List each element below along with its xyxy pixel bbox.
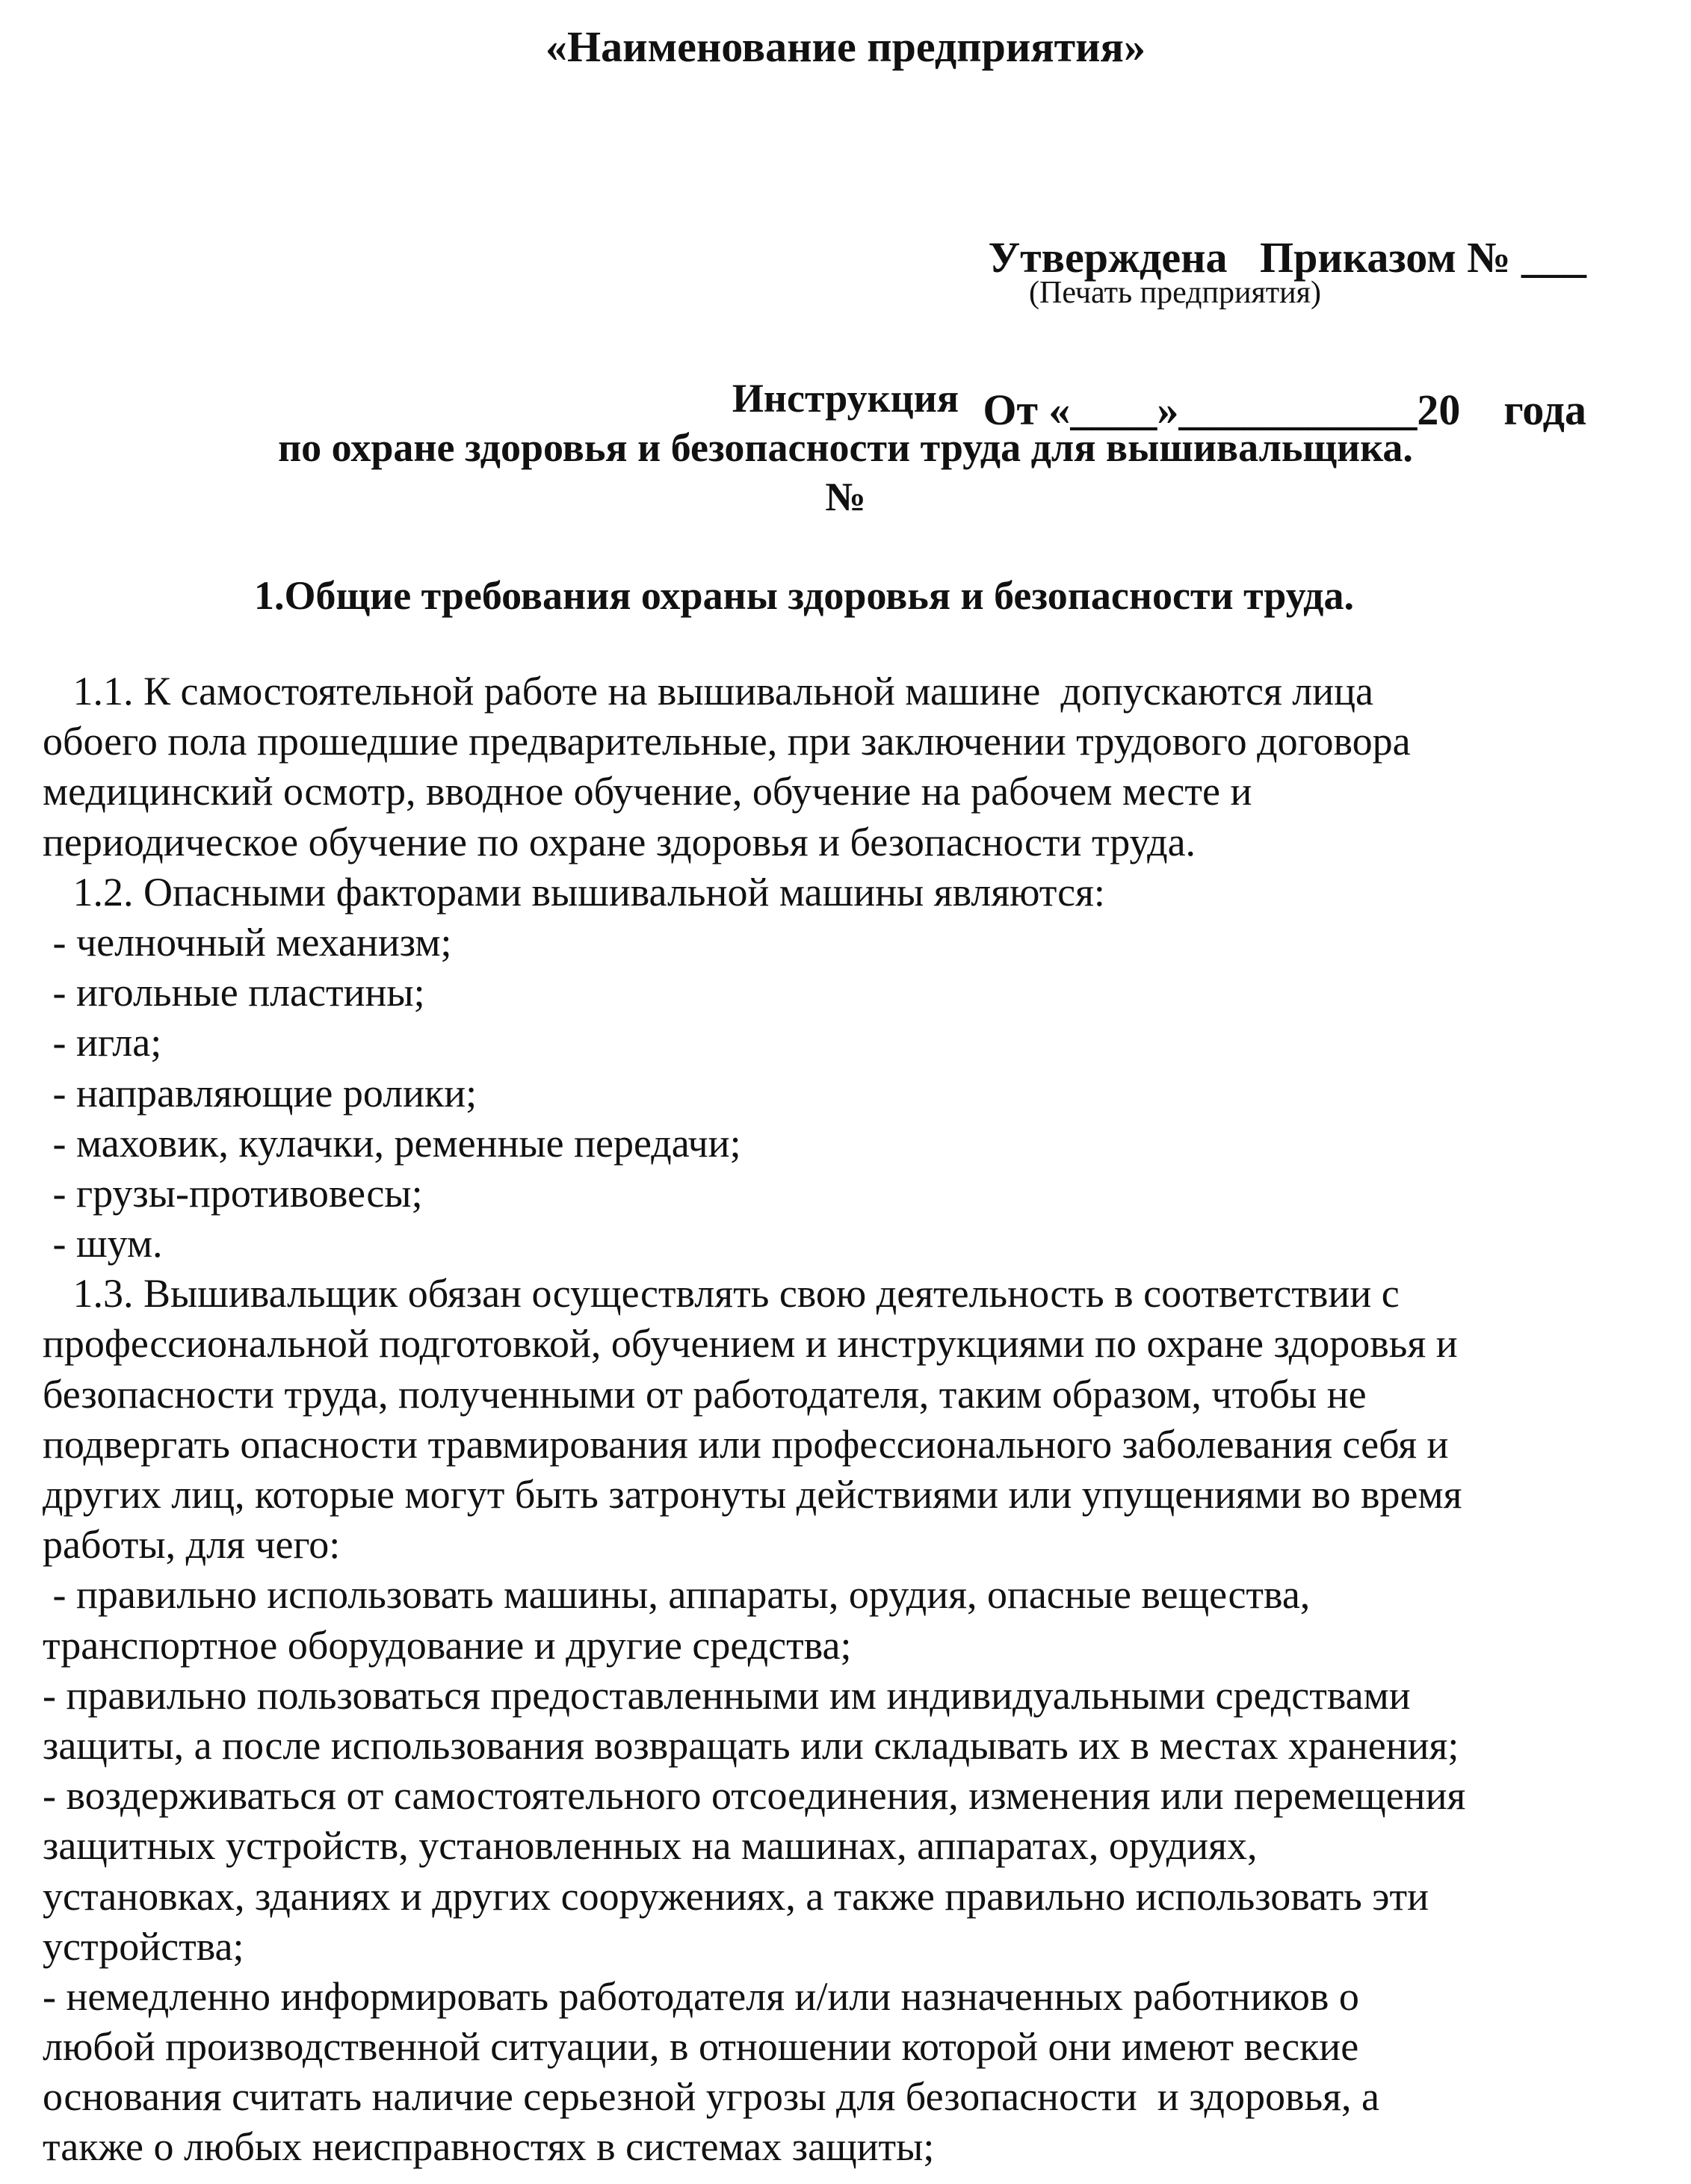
text-line: работы, для чего: [43, 1522, 341, 1568]
list-item: - челночный механизм; [43, 919, 452, 965]
text-line: транспортное оборудование и другие средства; [43, 1622, 852, 1668]
text-line: основания считать наличие серьезной угрозы для безопасности и здоровья, а [43, 2074, 1379, 2120]
text-line: установках, зданиях и других сооружениях, а также правильно использовать эти [43, 1873, 1429, 1919]
approval-order-line: Утверждена Приказом № ___ [988, 233, 1586, 282]
text-line: 1.2. Опасными факторами вышивальной машины являются: [43, 869, 1105, 915]
list-item: - направляющие ролики; [43, 1070, 477, 1116]
list-item: - игла; [43, 1020, 162, 1065]
list-item: - немедленно информировать работодателя и/или назначенных работников о [43, 1973, 1359, 2019]
text-line: любой производственной ситуации, в отношении которой они имеют веские [43, 2024, 1359, 2070]
section-1-heading: 1.Общие требования охраны здоровья и безопасности труда. [254, 573, 1355, 618]
text-line: защитных устройств, установленных на машинах, аппаратах, орудиях, [43, 1823, 1258, 1869]
text-line: медицинский осмотр, вводное обучение, обучение на рабочем месте и [43, 769, 1252, 814]
list-item: - шум. [43, 1221, 163, 1266]
text-line: 1.1. К самостоятельной работе на вышивальной машине допускаются лица [43, 669, 1373, 714]
title-line-1: Инструкция [732, 376, 959, 421]
list-item: - маховик, кулачки, ременные передачи; [43, 1120, 741, 1166]
text-line: защиты, а после использования возвращать или складывать их в местах хранения; [43, 1722, 1459, 1768]
document-title [0, 374, 1691, 522]
list-item: - правильно пользоваться предоставленными им индивидуальными средствами [43, 1672, 1411, 1718]
list-item: - игольные пластины; [43, 970, 425, 1015]
organization-name: «Наименование предприятия» [545, 22, 1146, 71]
stamp-note: (Печать предприятия) [1029, 276, 1321, 310]
text-line: профессиональной подготовкой, обучением и инструкциями по охране здоровья и [43, 1321, 1458, 1367]
text-line: 1.3. Вышивальщик обязан осуществлять свою деятельность в соответствии с [43, 1271, 1400, 1317]
text-line: безопасности труда, полученными от работодателя, таким образом, чтобы не [43, 1371, 1367, 1417]
text-line: обоего пола прошедшие предварительные, при заключении трудового договора [43, 719, 1411, 764]
section-1-body [43, 666, 1649, 2173]
text-line: других лиц, которые могут быть затронуты действиями или упущениями во время [43, 1472, 1462, 1517]
title-number: № [825, 474, 866, 519]
approval-date-line: От «____»___________20 года [983, 386, 1586, 434]
list-item: - грузы-противовесы; [43, 1170, 423, 1216]
text-line: устройства; [43, 1923, 244, 1969]
text-line: периодическое обучение по охране здоровья и безопасности труда. [43, 819, 1196, 864]
list-item: - правильно использовать машины, аппараты, орудия, опасные вещества, [43, 1572, 1311, 1618]
list-item: - воздерживаться от самостоятельного отсоединения, изменения или перемещения [43, 1773, 1466, 1819]
text-line: подвергать опасности травмирования или профессионального заболевания себя и [43, 1421, 1449, 1467]
title-line-2: по охране здоровья и безопасности труда для вышивальщика. [278, 425, 1413, 470]
text-line: также о любых неисправностях в системах защиты; [43, 2124, 935, 2170]
